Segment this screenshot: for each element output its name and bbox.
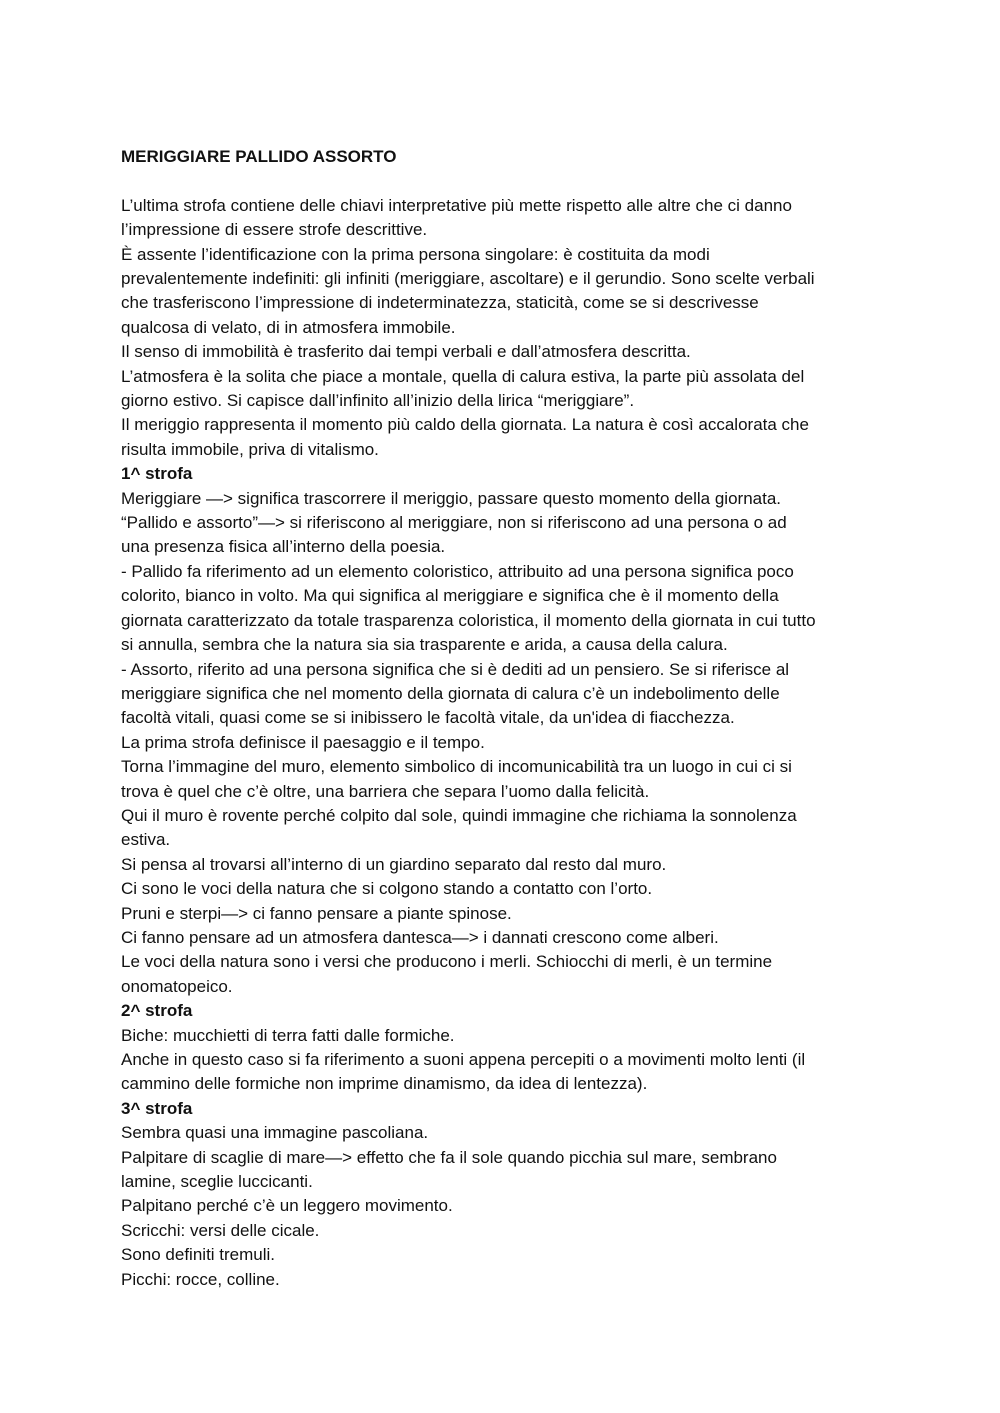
text-line: L’atmosfera è la solita che piace a montale, quella di calura estiva, la parte più assolata del [121,366,805,386]
paragraph [121,340,881,364]
document-title: MERIGGIARE PALLIDO ASSORTO [121,147,397,166]
paragraph [121,902,881,926]
paragraph [121,731,881,755]
text-line: giornata caratterizzato da totale trasparenza coloristica, il momento della giornata in cui tutto [121,610,816,630]
paragraph [121,1219,881,1243]
paragraph [121,853,881,877]
text-line: Ci fanno pensare ad un atmosfera dantesca—> i dannati crescono come alberi. [121,927,719,947]
text-line: Sono definiti tremuli. [121,1245,276,1265]
paragraph [121,413,881,462]
text-line: Picchi: rocce, colline. [121,1269,280,1289]
paragraph [121,1243,881,1267]
text-line: Palpitare di scaglie di mare—> effetto che fa il sole quando picchia sul mare, sembrano [121,1147,777,1167]
text-line: Si pensa al trovarsi all’interno di un giardino separato dal resto dal muro. [121,854,667,874]
text-line: risulta immobile, priva di vitalismo. [121,439,379,459]
text-line: L’ultima strofa contiene delle chiavi interpretative più mette rispetto alle altre che ci danno [121,195,792,215]
text-line: La prima strofa definisce il paesaggio e il tempo. [121,732,485,752]
text-line: È assente l’identificazione con la prima persona singolare: è costituita da modi [121,244,710,264]
text-line: trova è quel che c’è oltre, una barriera che separa l’uomo dalla felicità. [121,781,650,801]
text-line: 3^ strofa [121,1098,193,1118]
text-line: Meriggiare —> significa trascorrere il meriggio, passare questo momento della giornata. [121,488,782,508]
section-heading [121,999,881,1023]
section-heading [121,1097,881,1121]
text-line: Qui il muro è rovente perché colpito dal sole, quindi immagine che richiama la sonnolenza [121,805,797,825]
text-line: qualcosa di velato, di in atmosfera immobile. [121,317,456,337]
text-line: giorno estivo. Si capisce dall’infinito all’inizio della lirica “meriggiare”. [121,391,635,411]
paragraph [121,755,881,804]
text-line: Scricchi: versi delle cicale. [121,1220,320,1240]
text-line: Sembra quasi una immagine pascoliana. [121,1123,429,1143]
text-line: Ci sono le voci della natura che si colgono stando a contatto con l’orto. [121,879,653,899]
text-line: Biche: mucchietti di terra fatti dalle formiche. [121,1025,455,1045]
paragraph [121,877,881,901]
paragraph [121,560,881,658]
text-line: Anche in questo caso si fa riferimento a suoni appena percepiti o a movimenti molto lenti (il [121,1050,806,1070]
text-line: 2^ strofa [121,1001,193,1021]
document-body [121,194,881,1292]
paragraph [121,926,881,950]
paragraph [121,511,881,560]
text-line: che trasferiscono l’impressione di indeterminatezza, staticità, come se si descrivesse [121,293,759,313]
text-line: - Pallido fa riferimento ad un elemento coloristico, attribuito ad una persona significa poco [121,561,794,581]
paragraph [121,950,881,999]
paragraph [121,1146,881,1195]
text-line: Il senso di immobilità è trasferito dai tempi verbali e dall’atmosfera descritta. [121,342,691,362]
text-line: Pruni e sterpi—> ci fanno pensare a piante spinose. [121,903,512,923]
document-page [121,145,881,1292]
text-line: “Pallido e assorto”—> si riferiscono al meriggiare, non si riferiscono ad una persona o ad [121,513,787,533]
text-line: una presenza fisica all’interno della poesia. [121,537,446,557]
paragraph [121,243,881,341]
text-line: Palpitano perché c’è un leggero movimento. [121,1196,453,1216]
text-line: si annulla, sembra che la natura sia sia trasparente e arida, a causa della calura. [121,635,728,655]
paragraph [121,1121,881,1145]
text-line: colorito, bianco in volto. Ma qui significa al meriggiare e significa che è il momento della [121,586,779,606]
text-line: estiva. [121,830,171,850]
text-line: prevalentemente indefiniti: gli infiniti (meriggiare, ascoltare) e il gerundio. Sono scelte verbali [121,269,815,289]
paragraph [121,1024,881,1048]
paragraph [121,1268,881,1292]
text-line: facoltà vitali, quasi come se si inibissero le facoltà vitale, da un'idea di fiacchezza. [121,708,735,728]
paragraph [121,1048,881,1097]
text-line: meriggiare significa che nel momento della giornata di calura c’è un indebolimento delle [121,683,780,703]
paragraph [121,194,881,243]
text-line: Il meriggio rappresenta il momento più caldo della giornata. La natura è così accalorata che [121,415,809,435]
paragraph [121,487,881,511]
paragraph [121,658,881,731]
section-heading [121,462,881,486]
text-line: 1^ strofa [121,464,193,484]
text-line: l’impressione di essere strofe descrittive. [121,220,428,240]
paragraph [121,1194,881,1218]
paragraph [121,804,881,853]
text-line: cammino delle formiche non imprime dinamismo, da idea di lentezza). [121,1074,648,1094]
text-line: - Assorto, riferito ad una persona significa che si è dediti ad un pensiero. Se si riferisce al [121,659,790,679]
text-line: Torna l’immagine del muro, elemento simbolico di incomunicabilità tra un luogo in cui ci si [121,757,792,777]
paragraph [121,365,881,414]
text-line: Le voci della natura sono i versi che producono i merli. Schiocchi di merli, è un termine [121,952,773,972]
title-spacer [121,169,881,193]
text-line: lamine, sceglie luccicanti. [121,1172,313,1192]
text-line: onomatopeico. [121,976,233,996]
